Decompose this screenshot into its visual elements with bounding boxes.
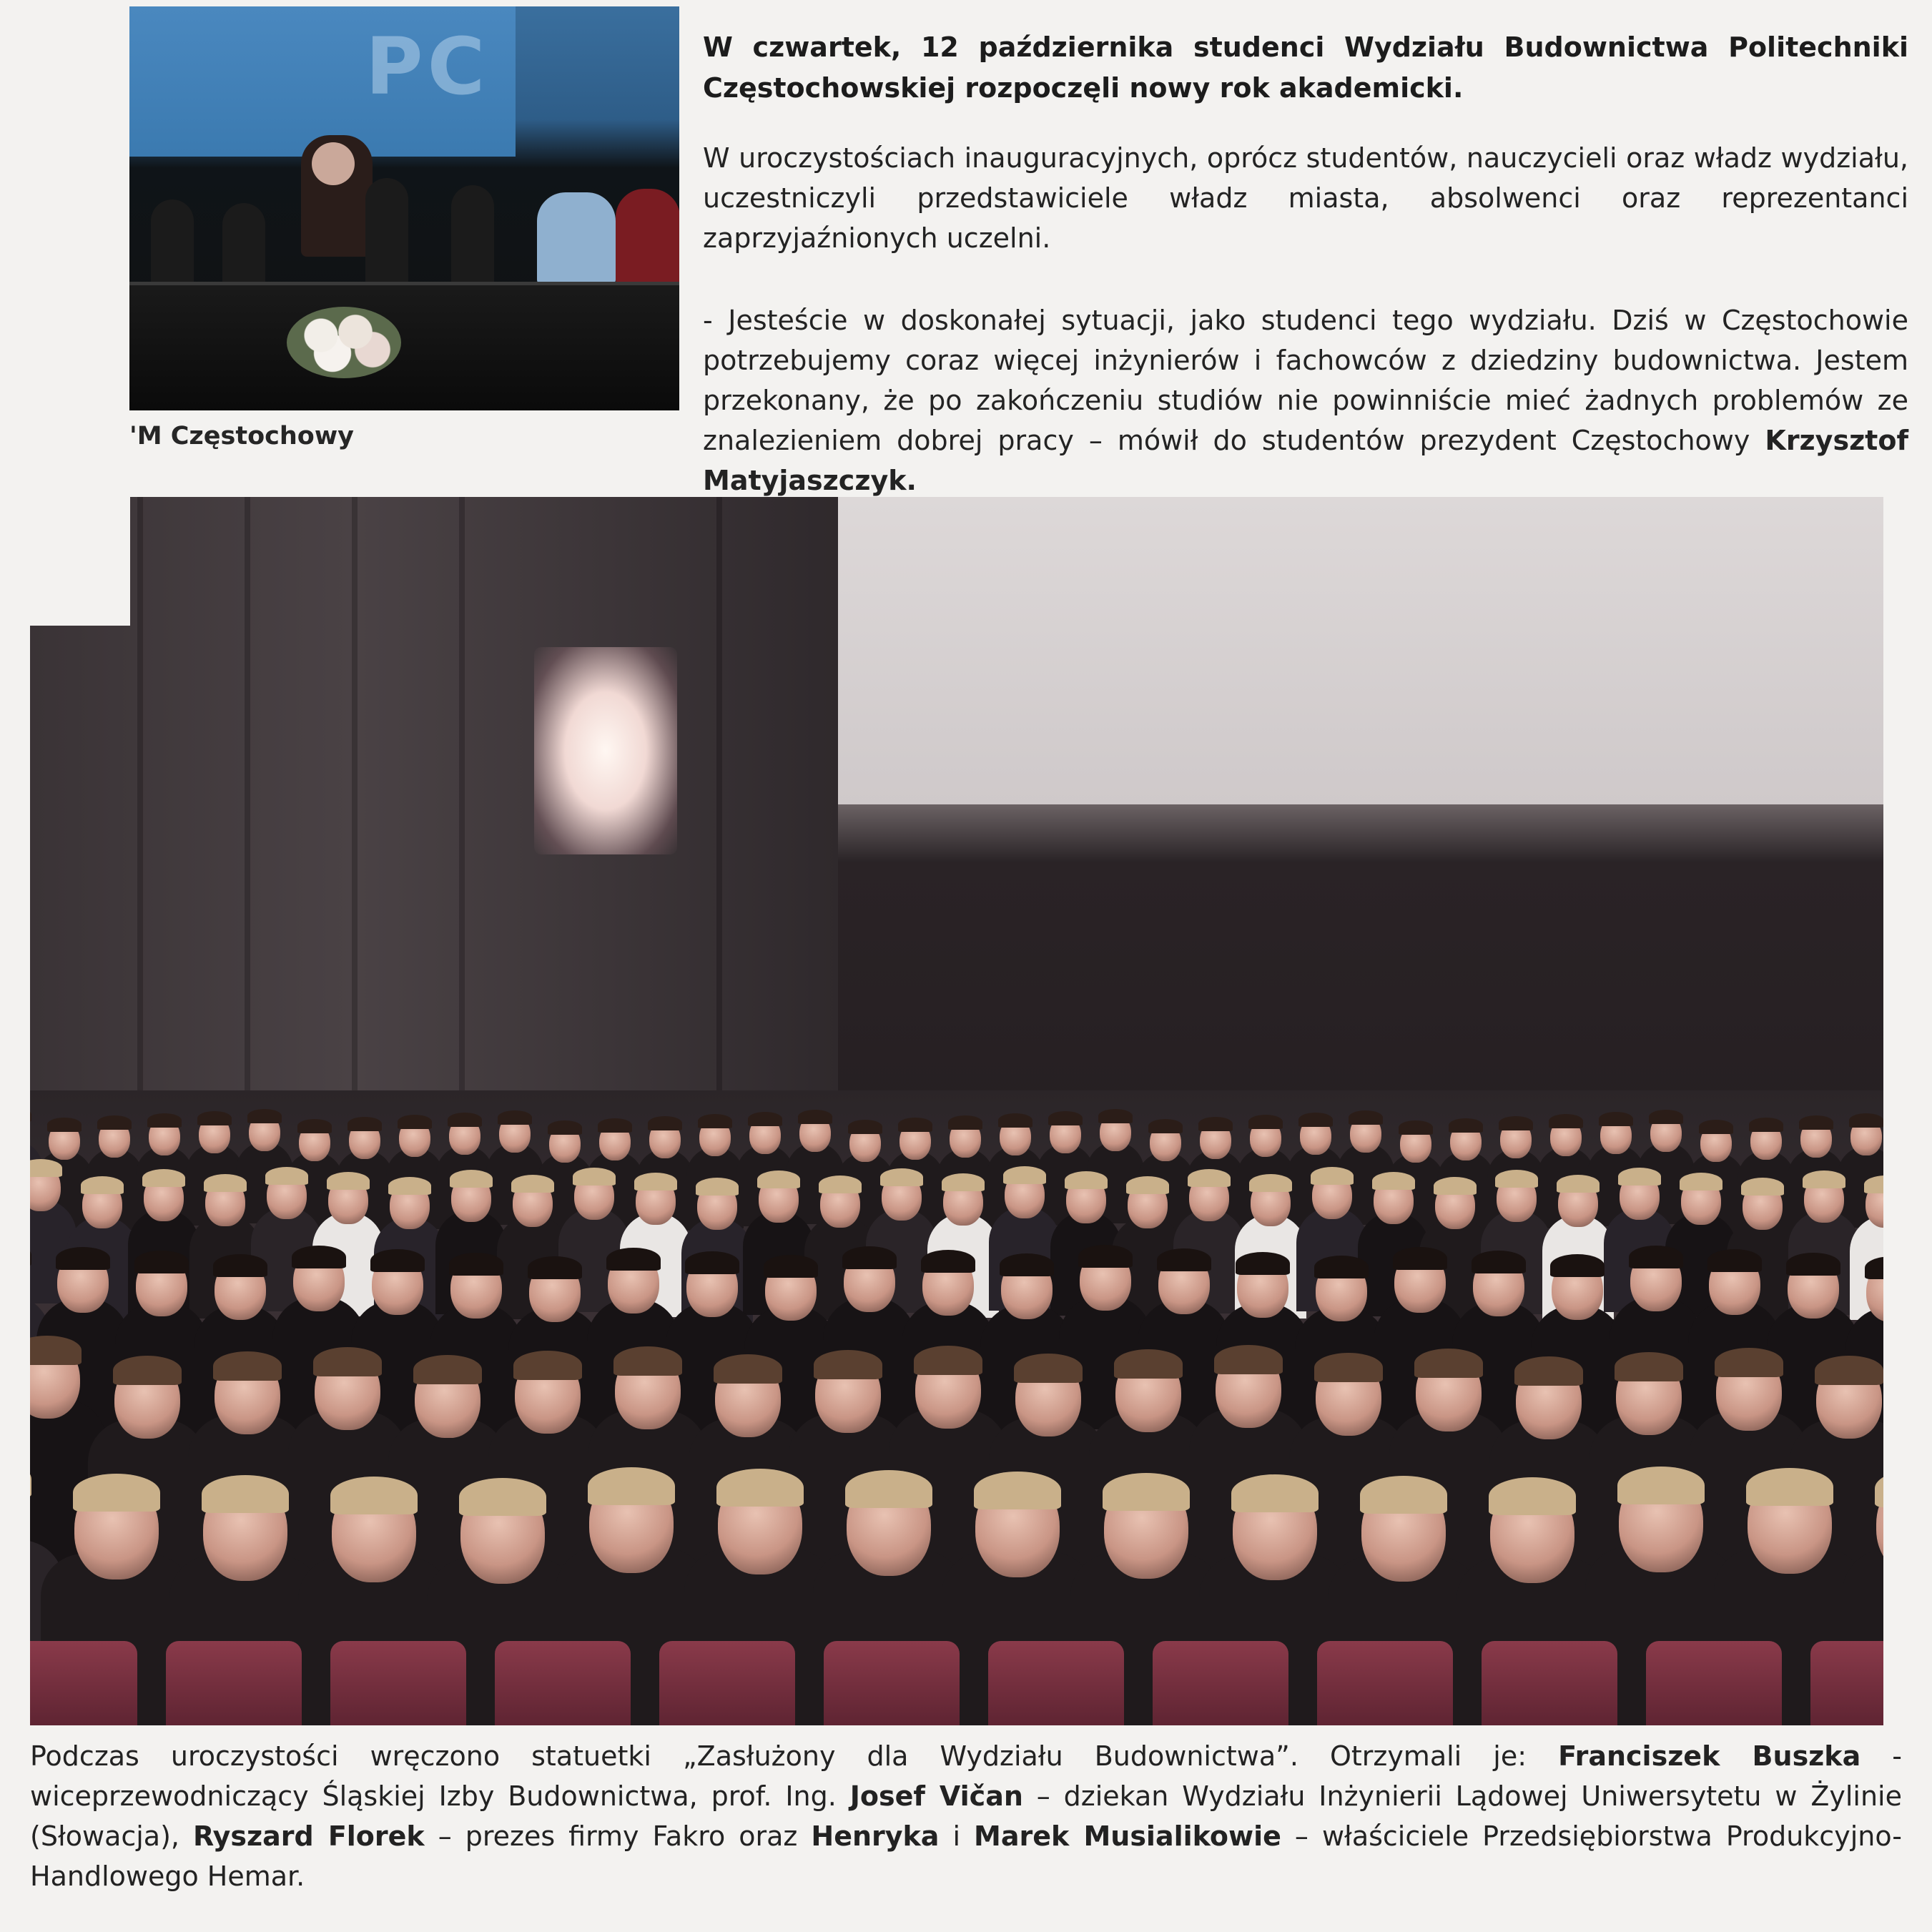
audience-member-hair	[948, 1115, 982, 1130]
audience-member-hair	[698, 1114, 732, 1128]
audience-member-hair	[1514, 1356, 1583, 1386]
ceremony-stage-photo	[129, 6, 679, 410]
audience-member-hair	[798, 1110, 832, 1124]
audience-member-hair	[1472, 1251, 1526, 1273]
seated-figure-blue-robe	[537, 192, 616, 285]
auditorium-seat	[1482, 1641, 1617, 1725]
awardee-name: Josef Vičan	[849, 1780, 1023, 1812]
audience-member-hair	[204, 1174, 247, 1192]
audience-member-hair	[1815, 1356, 1883, 1385]
audience-member-hair	[528, 1256, 582, 1279]
audience-member-hair	[1103, 1473, 1190, 1511]
auditorium-seat	[1317, 1641, 1453, 1725]
audience-member-hair	[30, 1108, 31, 1122]
audience-member-hair	[1078, 1245, 1133, 1268]
audience-member-hair	[81, 1176, 124, 1194]
audience-member-hair	[1126, 1176, 1169, 1194]
audience-member-hair	[1098, 1109, 1133, 1123]
audience-member-hair	[573, 1168, 616, 1186]
audience-member-hair	[1048, 1111, 1083, 1125]
auditorium-seat	[30, 1641, 137, 1725]
audience-member-hair	[73, 1474, 160, 1512]
auditorium-audience-photo	[30, 497, 1883, 1725]
audience-member-hair	[1618, 1168, 1661, 1186]
audience-member-hair	[1803, 1170, 1845, 1188]
seated-figure-red-robe	[616, 189, 679, 285]
audience-member-hair	[265, 1167, 308, 1185]
wall-light	[534, 647, 677, 854]
audience-member-hair	[327, 1172, 370, 1190]
audience-member-hair	[814, 1350, 882, 1379]
audience-member-hair	[413, 1355, 482, 1384]
audience-member-hair	[764, 1255, 818, 1278]
audience-member-hair	[588, 1467, 675, 1505]
audience-member-hair	[1414, 1349, 1483, 1378]
seated-figure	[365, 178, 408, 285]
ceiling-edge	[838, 804, 1883, 862]
audience-member-hair	[1114, 1349, 1183, 1379]
audience-member-hair	[1349, 1110, 1383, 1125]
caption-text: – dziekan Wydziału Inżynierii Lądowej Uniwersytetu w Żylinie (Słowacja),	[30, 1780, 1902, 1852]
seated-figure	[222, 203, 265, 285]
audience-member-hair	[1550, 1254, 1605, 1277]
audience-member-hair	[213, 1351, 282, 1381]
audience-member-hair	[1360, 1476, 1447, 1514]
audience-member-hair	[1399, 1120, 1433, 1135]
audience-member-hair	[1489, 1477, 1576, 1515]
audience-member-hair	[292, 1246, 346, 1268]
audience-member-hair	[942, 1173, 985, 1191]
audience-member-hair	[197, 1111, 232, 1125]
audience-member-hair	[1198, 1117, 1233, 1131]
audience-member-hair	[1680, 1173, 1722, 1191]
auditorium-seat	[988, 1641, 1124, 1725]
audience-member-hair	[511, 1175, 554, 1193]
audience-member-hair	[1557, 1175, 1600, 1193]
audience-member-hair	[1617, 1467, 1705, 1504]
photo-corner-cut	[30, 497, 130, 626]
audience-member-hair	[247, 1109, 282, 1123]
audience-member-hair	[398, 1115, 432, 1129]
audience-member-hair	[1249, 1174, 1292, 1192]
audience-member-hair	[142, 1169, 185, 1187]
audience-member-hair	[1188, 1169, 1231, 1187]
audience-member-hair	[613, 1346, 682, 1376]
auditorium-ceiling	[838, 497, 1883, 804]
caption-text: – właściciele Przedsiębiorstwa Produkcyjno-Handlowego Hemar.	[30, 1820, 1902, 1892]
audience-member-hair	[450, 1170, 493, 1188]
audience-member-hair	[998, 1113, 1032, 1128]
audience-member-hair	[606, 1248, 661, 1271]
audience-member-hair	[449, 1253, 503, 1276]
article-lead: W czwartek, 12 października studenci Wydziału Budownictwa Politechniki Częstochowskiej rozpoczęli nowy rok akademicki.	[703, 31, 1908, 104]
audience-member-hair	[914, 1346, 982, 1375]
audience-member-hair	[880, 1168, 923, 1186]
audience-member-hair	[330, 1477, 418, 1514]
audience-member-hair	[748, 1112, 782, 1126]
audience-member-hair	[1311, 1167, 1354, 1185]
auditorium-seat	[330, 1641, 466, 1725]
photo-caption	[30, 1736, 1902, 1896]
audience-member-hair	[1746, 1468, 1833, 1506]
audience-member-hair	[1849, 1113, 1883, 1128]
screen-logo-text: PC	[365, 21, 490, 112]
speaker-head	[312, 142, 355, 185]
auditorium-seat	[659, 1641, 795, 1725]
audience-member-hair	[1715, 1348, 1783, 1377]
audience-member-hair	[213, 1254, 267, 1277]
audience-member-hair	[1372, 1172, 1415, 1190]
audience-member-hair	[97, 1115, 132, 1130]
audience-member-hair	[598, 1118, 632, 1133]
auditorium-seat	[166, 1641, 302, 1725]
speaker-name: Krzysztof Matyjaszczyk.	[703, 425, 1908, 496]
audience-member-hair	[1065, 1171, 1108, 1189]
audience-member-hair	[313, 1347, 382, 1376]
audience-member-hair	[388, 1177, 431, 1195]
audience-member-hair	[757, 1170, 800, 1188]
audience-member-hair	[696, 1178, 739, 1196]
auditorium-seat	[824, 1641, 960, 1725]
audience-member-hair	[648, 1116, 682, 1130]
audience-member-hair	[1786, 1253, 1840, 1276]
awardee-name: Marek Musialikowie	[974, 1820, 1281, 1852]
audience-member-hair	[47, 1118, 82, 1132]
auditorium-seat	[1810, 1641, 1883, 1725]
audience-member-hair	[498, 1110, 532, 1125]
audience-member-hair	[30, 1159, 62, 1177]
audience-member-hair	[113, 1356, 182, 1385]
audience-member-hair	[1615, 1352, 1683, 1381]
awardee-name: Henryka	[811, 1820, 940, 1852]
audience-member-hair	[1000, 1253, 1054, 1276]
audience-member-hair	[1014, 1354, 1083, 1383]
audience-member-hair	[1699, 1120, 1733, 1134]
audience-member-hair	[898, 1118, 932, 1132]
caption-text: Podczas uroczystości wręczono statuetki „Zasłużony dla Wydziału Budownictwa”. Otrzymali je:	[30, 1740, 1559, 1772]
photo-credit: 'M Częstochowy	[129, 422, 354, 450]
audience-member-hair	[819, 1176, 862, 1193]
audience-member-hair	[1314, 1256, 1369, 1278]
audience-member-hair	[1549, 1114, 1583, 1128]
audience-member-hair	[1003, 1166, 1046, 1184]
seated-figure	[151, 199, 194, 285]
audience-member-hair	[1248, 1115, 1283, 1129]
auditorium-seat	[1646, 1641, 1782, 1725]
audience-member-hair	[1214, 1345, 1283, 1374]
audience-member-hair	[548, 1120, 582, 1135]
audience-member-hair	[370, 1249, 425, 1272]
audience-member-hair	[1393, 1247, 1447, 1270]
audience-member-hair	[1449, 1118, 1483, 1133]
audience-member-hair	[513, 1351, 582, 1380]
awardee-name: Franciszek Buszka	[1558, 1740, 1861, 1772]
auditorium-seat	[1153, 1641, 1288, 1725]
audience-member-hair	[56, 1247, 110, 1270]
auditorium-seat	[495, 1641, 631, 1725]
audience-member-hair	[1707, 1249, 1762, 1272]
audience-member-hair	[848, 1120, 882, 1134]
audience-member-hair	[685, 1251, 739, 1274]
audience-member-hair	[1314, 1353, 1383, 1382]
audience-member-hair	[634, 1173, 677, 1191]
audience-member-hair	[459, 1478, 546, 1516]
audience-member-hair	[448, 1113, 482, 1127]
audience-member-hair	[1236, 1252, 1290, 1275]
audience-member-hair	[1434, 1177, 1477, 1195]
audience-rows	[30, 1090, 1883, 1725]
audience-member-hair	[147, 1113, 182, 1128]
audience-member-hair	[842, 1246, 897, 1269]
flower-bouquet	[287, 307, 401, 378]
audience-member-hair	[1649, 1110, 1683, 1124]
audience-member-hair	[714, 1354, 782, 1384]
audience-member-hair	[134, 1251, 189, 1273]
seated-figure	[451, 185, 494, 285]
audience-member-hair	[1298, 1113, 1333, 1127]
stage-table	[129, 282, 679, 410]
audience-member-hair	[1148, 1119, 1183, 1133]
awardee-name: Ryszard Florek	[193, 1820, 425, 1852]
audience-member-hair	[921, 1250, 975, 1273]
audience-member-hair	[348, 1117, 382, 1131]
audience-member-hair	[1599, 1112, 1633, 1126]
article-paragraph-quote	[703, 300, 1908, 501]
audience-member-hair	[1749, 1118, 1783, 1132]
audience-member-hair	[1495, 1170, 1538, 1188]
caption-text: i	[939, 1820, 975, 1852]
caption-text: – prezes firmy Fakro oraz	[424, 1820, 812, 1852]
audience-member-hair	[974, 1472, 1061, 1509]
audience-member-hair	[1499, 1116, 1533, 1130]
audience-member-hair	[845, 1470, 932, 1508]
audience-member-hair	[1231, 1474, 1319, 1512]
quote-text: - Jesteście w doskonałej sytuacji, jako studenci tego wydziału. Dziś w Częstochowie potrzebujemy coraz więcej inżynierów i fachowców z dziedziny budownictwa. Jestem przekonany, że po zakończeniu studiów nie powinniście mieć żadnych problemów ze znalezieniem dobrej pracy – mówił do studentów prezydent Częstochowy	[703, 305, 1908, 456]
audience-member-hair	[1629, 1246, 1683, 1268]
audience-member-hair	[716, 1469, 804, 1507]
article-paragraph: W uroczystościach inauguracyjnych, oprócz studentów, nauczycieli oraz władz wydziału, uczestniczyli przedstawiciele władz miasta, absolwenci oraz reprezentanci zaprzyjaźnionych uczelni.	[703, 142, 1908, 254]
audience-member-hair	[1741, 1178, 1784, 1196]
audience-member-hair	[297, 1119, 332, 1133]
audience-member-hair	[202, 1475, 289, 1513]
caption-text: - wiceprzewodniczący Śląskiej Izby Budownictwa, prof. Ing.	[30, 1740, 1902, 1812]
audience-member-hair	[1157, 1248, 1211, 1271]
audience-member-hair	[1799, 1115, 1833, 1130]
